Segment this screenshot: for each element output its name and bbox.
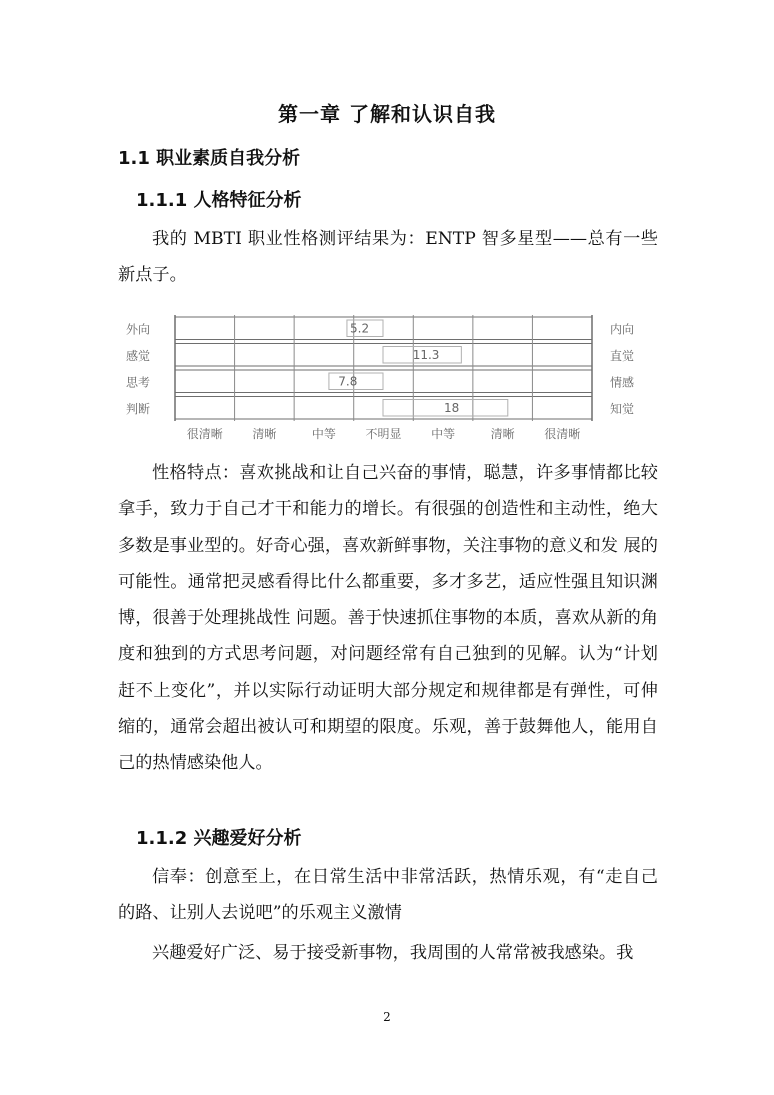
interest-paragraph: 兴趣爱好广泛、易于接受新事物，我周围的人常常被我感染。我 [152,943,634,963]
section-heading-1-1-2: 1.1.2 兴趣爱好分析 [136,828,302,849]
mbti-chart [118,310,648,445]
chart-scale-label: 清晰 [490,427,515,441]
chart-right-label: 情感 [610,375,635,390]
mbti-result-paragraph: 我的 MBTI 职业性格测评结果为：ENTP 智多星型——总有一些新点子。 [118,229,658,286]
chapter-title: 第一章 了解和认识自我 [278,102,496,126]
page-number: 2 [383,1010,391,1024]
personality-paragraph: 性格特点：喜欢挑战和让自己兴奋的事情，聪慧，许多事情都比较拿手，致力于自己才干和能力的增长。有很强的创造性和主动性，绝大多数是事业型的。好奇心强，喜欢新鲜事物，关注事物的意义和发 展的可能性。通常把灵感看得比什么都重要，多才多艺，适应性强且知识渊博，很善于处理挑战性 问题。善于快速抓住事物的本质，喜欢从新的角度和独到的方式思考问题，对问题经常有自己独到的见解。认为“计划赶不上变化”，并以实际行动证明大部分规定和规律都是有弹性，可伸缩的，通常会超出被认可和期望的限度。乐观，善于鼓舞他人，能用自己的热情感染他人。 [118,463,658,774]
chart-row-band [175,370,592,393]
chart-right-label: 直觉 [610,348,635,363]
chart-left-label: 感觉 [126,348,151,363]
chart-data-label: 7.8 [338,374,358,389]
chart-scale-label: 中等 [431,427,456,441]
belief-paragraph: 信奉：创意至上，在日常生活中非常活跃，热情乐观，有“走自己的路、让别人去说吧”的乐观主义激情 [118,867,658,924]
chart-scale-label: 中等 [311,427,336,441]
chart-scale-label: 很清晰 [544,427,581,441]
section-heading-1-1: 1.1 职业素质自我分析 [118,148,301,169]
chart-data-label: 18 [443,401,460,415]
chart-scale-label: 不明显 [365,427,402,441]
section-heading-1-1-1: 1.1.1 人格特征分析 [136,190,302,211]
chart-left-label: 外向 [126,322,151,337]
chart-data-label: 11.3 [412,348,440,362]
chart-scale-label: 很清晰 [186,427,223,441]
chart-right-label: 内向 [610,322,635,337]
chart-right-label: 知觉 [610,401,635,416]
chart-data-label: 5.2 [350,321,370,336]
chart-left-label: 思考 [126,375,151,390]
chart-scale-label: 清晰 [252,427,277,441]
chart-left-label: 判断 [126,401,151,416]
